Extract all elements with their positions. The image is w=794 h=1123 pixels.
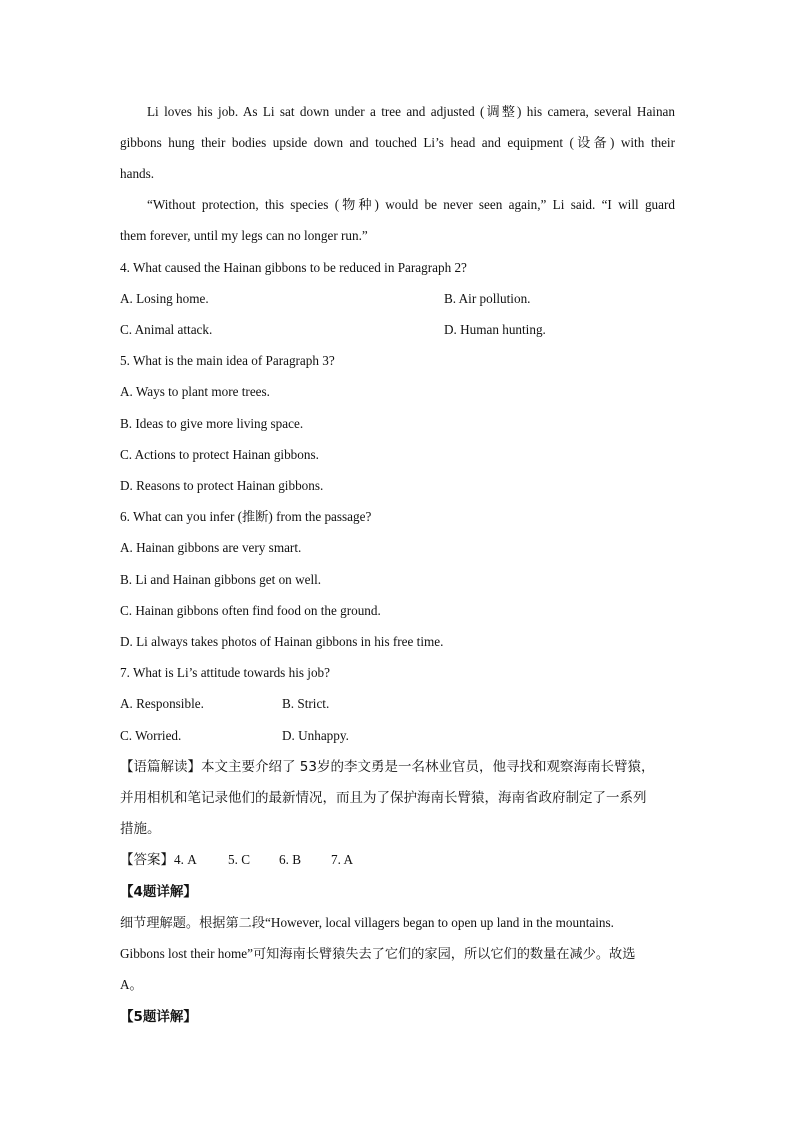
answer-label: 【答案】 [120, 852, 174, 868]
question-5-option-a: A. Ways to plant more trees. [120, 384, 270, 399]
q4-detail-line2: Gibbons lost their home”可知海南长臂猿失去了它们的家园，所以它们的数量在减少。故选 [120, 946, 636, 961]
answer-4: 4. A [174, 852, 197, 867]
question-7-stem: 7. What is Li’s attitude towards his job? [120, 665, 330, 680]
passage-p2-line1: “Without protection, this species (物种) would be never seen again,” Li said. “I will guard [147, 197, 675, 212]
question-7-option-b: B. Strict. [282, 696, 330, 711]
question-7-option-d: D. Unhappy. [282, 728, 349, 743]
question-4-option-a: A. Losing home. [120, 291, 209, 306]
question-7-option-c: C. Worried. [120, 728, 182, 743]
passage-p2-line2: them forever, until my legs can no longer run.” [120, 228, 368, 243]
answer-6: 6. B [279, 852, 301, 867]
reading-analysis-line1: 【语篇解读】本文主要介绍了 53岁的李文勇是一名林业官员，他寻找和观察海南长臂猿， [120, 759, 655, 775]
passage-p1-line1: Li loves his job. As Li sat down under a tree and adjusted (调整) his camera, several Hainan [147, 104, 675, 119]
passage-p1-line2: gibbons hung their bodies upside down and touched Li’s head and equipment (设备) with their [120, 135, 675, 150]
answer-5: 5. C [228, 852, 250, 867]
question-4-stem: 4. What caused the Hainan gibbons to be reduced in Paragraph 2? [120, 260, 467, 275]
question-4-option-c: C. Animal attack. [120, 322, 213, 337]
reading-analysis-line3: 措施。 [120, 821, 161, 837]
answer-7: 7. A [331, 852, 353, 867]
question-4-option-b: B. Air pollution. [444, 291, 531, 306]
question-7-option-a: A. Responsible. [120, 696, 204, 711]
question-6-stem: 6. What can you infer (推断) from the passage? [120, 509, 372, 524]
q4-detail-heading: 【4题详解】 [120, 884, 197, 900]
question-4-option-d: D. Human hunting. [444, 322, 546, 337]
q4-detail-line1: 细节理解题。根据第二段“However, local villagers began to open up land in the mountains. [120, 915, 614, 930]
question-6-option-a: A. Hainan gibbons are very smart. [120, 540, 302, 555]
question-6-option-b: B. Li and Hainan gibbons get on well. [120, 572, 322, 587]
q4-detail-line3: A。 [120, 977, 143, 992]
question-5-option-b: B. Ideas to give more living space. [120, 416, 304, 431]
question-5-option-c: C. Actions to protect Hainan gibbons. [120, 447, 319, 462]
passage-p1-line3: hands. [120, 166, 155, 181]
answer-line [120, 852, 675, 868]
question-5-option-d: D. Reasons to protect Hainan gibbons. [120, 478, 324, 493]
question-6-option-c: C. Hainan gibbons often find food on the ground. [120, 603, 381, 618]
q5-detail-heading: 【5题详解】 [120, 1009, 197, 1025]
question-6-option-d: D. Li always takes photos of Hainan gibbons in his free time. [120, 634, 444, 649]
question-5-stem: 5. What is the main idea of Paragraph 3? [120, 353, 335, 368]
reading-analysis-line2: 并用相机和笔记录他们的最新情况，而且为了保护海南长臂猿，海南省政府制定了一系列 [120, 790, 647, 806]
